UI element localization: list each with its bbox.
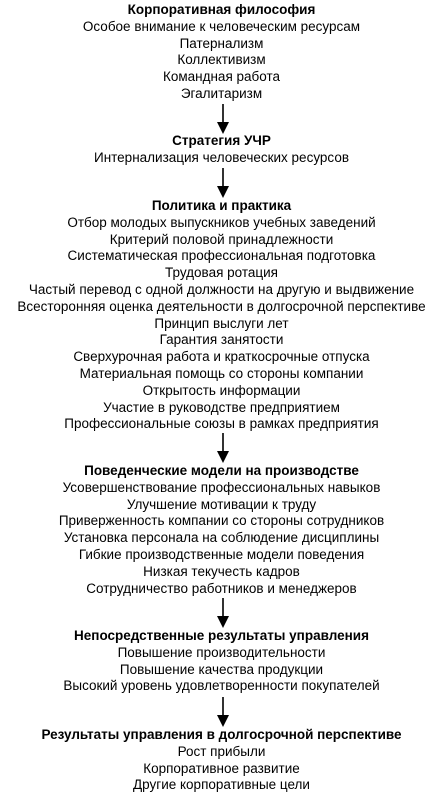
- block-item: Профессиональные союзы в рамках предприятия: [64, 416, 379, 432]
- block-item: Сверхурочная работа и краткосрочные отпуска: [73, 349, 370, 365]
- block-item: Установка персонала на соблюдение дисциплины: [63, 530, 380, 546]
- block-items: [0, 215, 443, 433]
- block-item: Принцип выслуги лет: [154, 315, 289, 331]
- block-title: Поведенческие модели на производстве: [84, 463, 359, 478]
- block-item: Гибкие производственные модели поведения: [78, 546, 365, 562]
- block-title: Корпоративная философия: [127, 2, 316, 17]
- block-item: Рост прибыли: [177, 743, 266, 759]
- block-item: Участие в руководстве предприятием: [103, 399, 340, 415]
- block-item: Высокий уровень удовлетворенности покупателей: [63, 678, 380, 694]
- block-item: Открытость информации: [142, 382, 301, 398]
- block-item: Эгалитаризм: [180, 85, 263, 101]
- block-item: Сотрудничество работников и менеджеров: [86, 580, 357, 596]
- block-behavior-models: [0, 463, 443, 597]
- block-item: Всесторонняя оценка деятельности в долгосрочной перспективе: [17, 298, 426, 314]
- block-items: [0, 150, 443, 167]
- block-item: Отбор молодых выпускников учебных заведений: [67, 214, 376, 230]
- block-item: Другие корпоративные цели: [133, 777, 310, 793]
- block-items: [0, 480, 443, 598]
- block-items: [0, 744, 443, 794]
- block-item: Интернализация человеческих ресурсов: [93, 149, 350, 165]
- down-arrow-icon: [213, 168, 233, 198]
- block-item: Трудовая ротация: [165, 265, 278, 281]
- block-hr-strategy: [0, 133, 443, 167]
- block-item: Корпоративное развитие: [143, 760, 300, 776]
- block-immediate-results: [0, 628, 443, 695]
- block-item: Повышение производительности: [117, 644, 326, 660]
- block-title: Стратегия УЧР: [172, 133, 271, 148]
- block-item: Патернализм: [179, 35, 264, 51]
- block-item: Улучшение мотивации к труду: [126, 496, 317, 512]
- block-item: Частый перевод с одной должности на другую и выдвижение: [28, 281, 415, 297]
- block-corporate-philosophy: [0, 2, 443, 103]
- block-item: Коллективизм: [177, 52, 266, 68]
- block-item: Систематическая профессиональная подготовка: [67, 248, 376, 264]
- block-item: Командная работа: [162, 69, 281, 85]
- down-arrow-icon: [213, 104, 233, 134]
- block-item: Усовершенствование профессиональных навыков: [62, 479, 381, 495]
- block-title: Непосредственные результаты управления: [74, 628, 369, 643]
- block-item: Повышение качества продукции: [119, 661, 324, 677]
- block-policy-and-practice: [0, 198, 443, 433]
- block-title: Результаты управления в долгосрочной перспективе: [41, 727, 402, 742]
- block-items: [0, 19, 443, 103]
- block-item: Материальная помощь со стороны компании: [79, 365, 364, 381]
- block-item: Гарантия занятости: [159, 332, 284, 348]
- block-item: Особое внимание к человеческим ресурсам: [82, 18, 361, 34]
- block-item: Критерий половой принадлежности: [109, 231, 334, 247]
- block-title: Политика и практика: [151, 198, 292, 213]
- block-items: [0, 645, 443, 695]
- block-long-term-results: [0, 727, 443, 794]
- down-arrow-icon: [213, 433, 233, 463]
- down-arrow-icon: [213, 697, 233, 727]
- block-item: Низкая текучесть кадров: [143, 563, 300, 579]
- block-item: Приверженность компании со стороны сотрудников: [58, 513, 385, 529]
- down-arrow-icon: [213, 598, 233, 628]
